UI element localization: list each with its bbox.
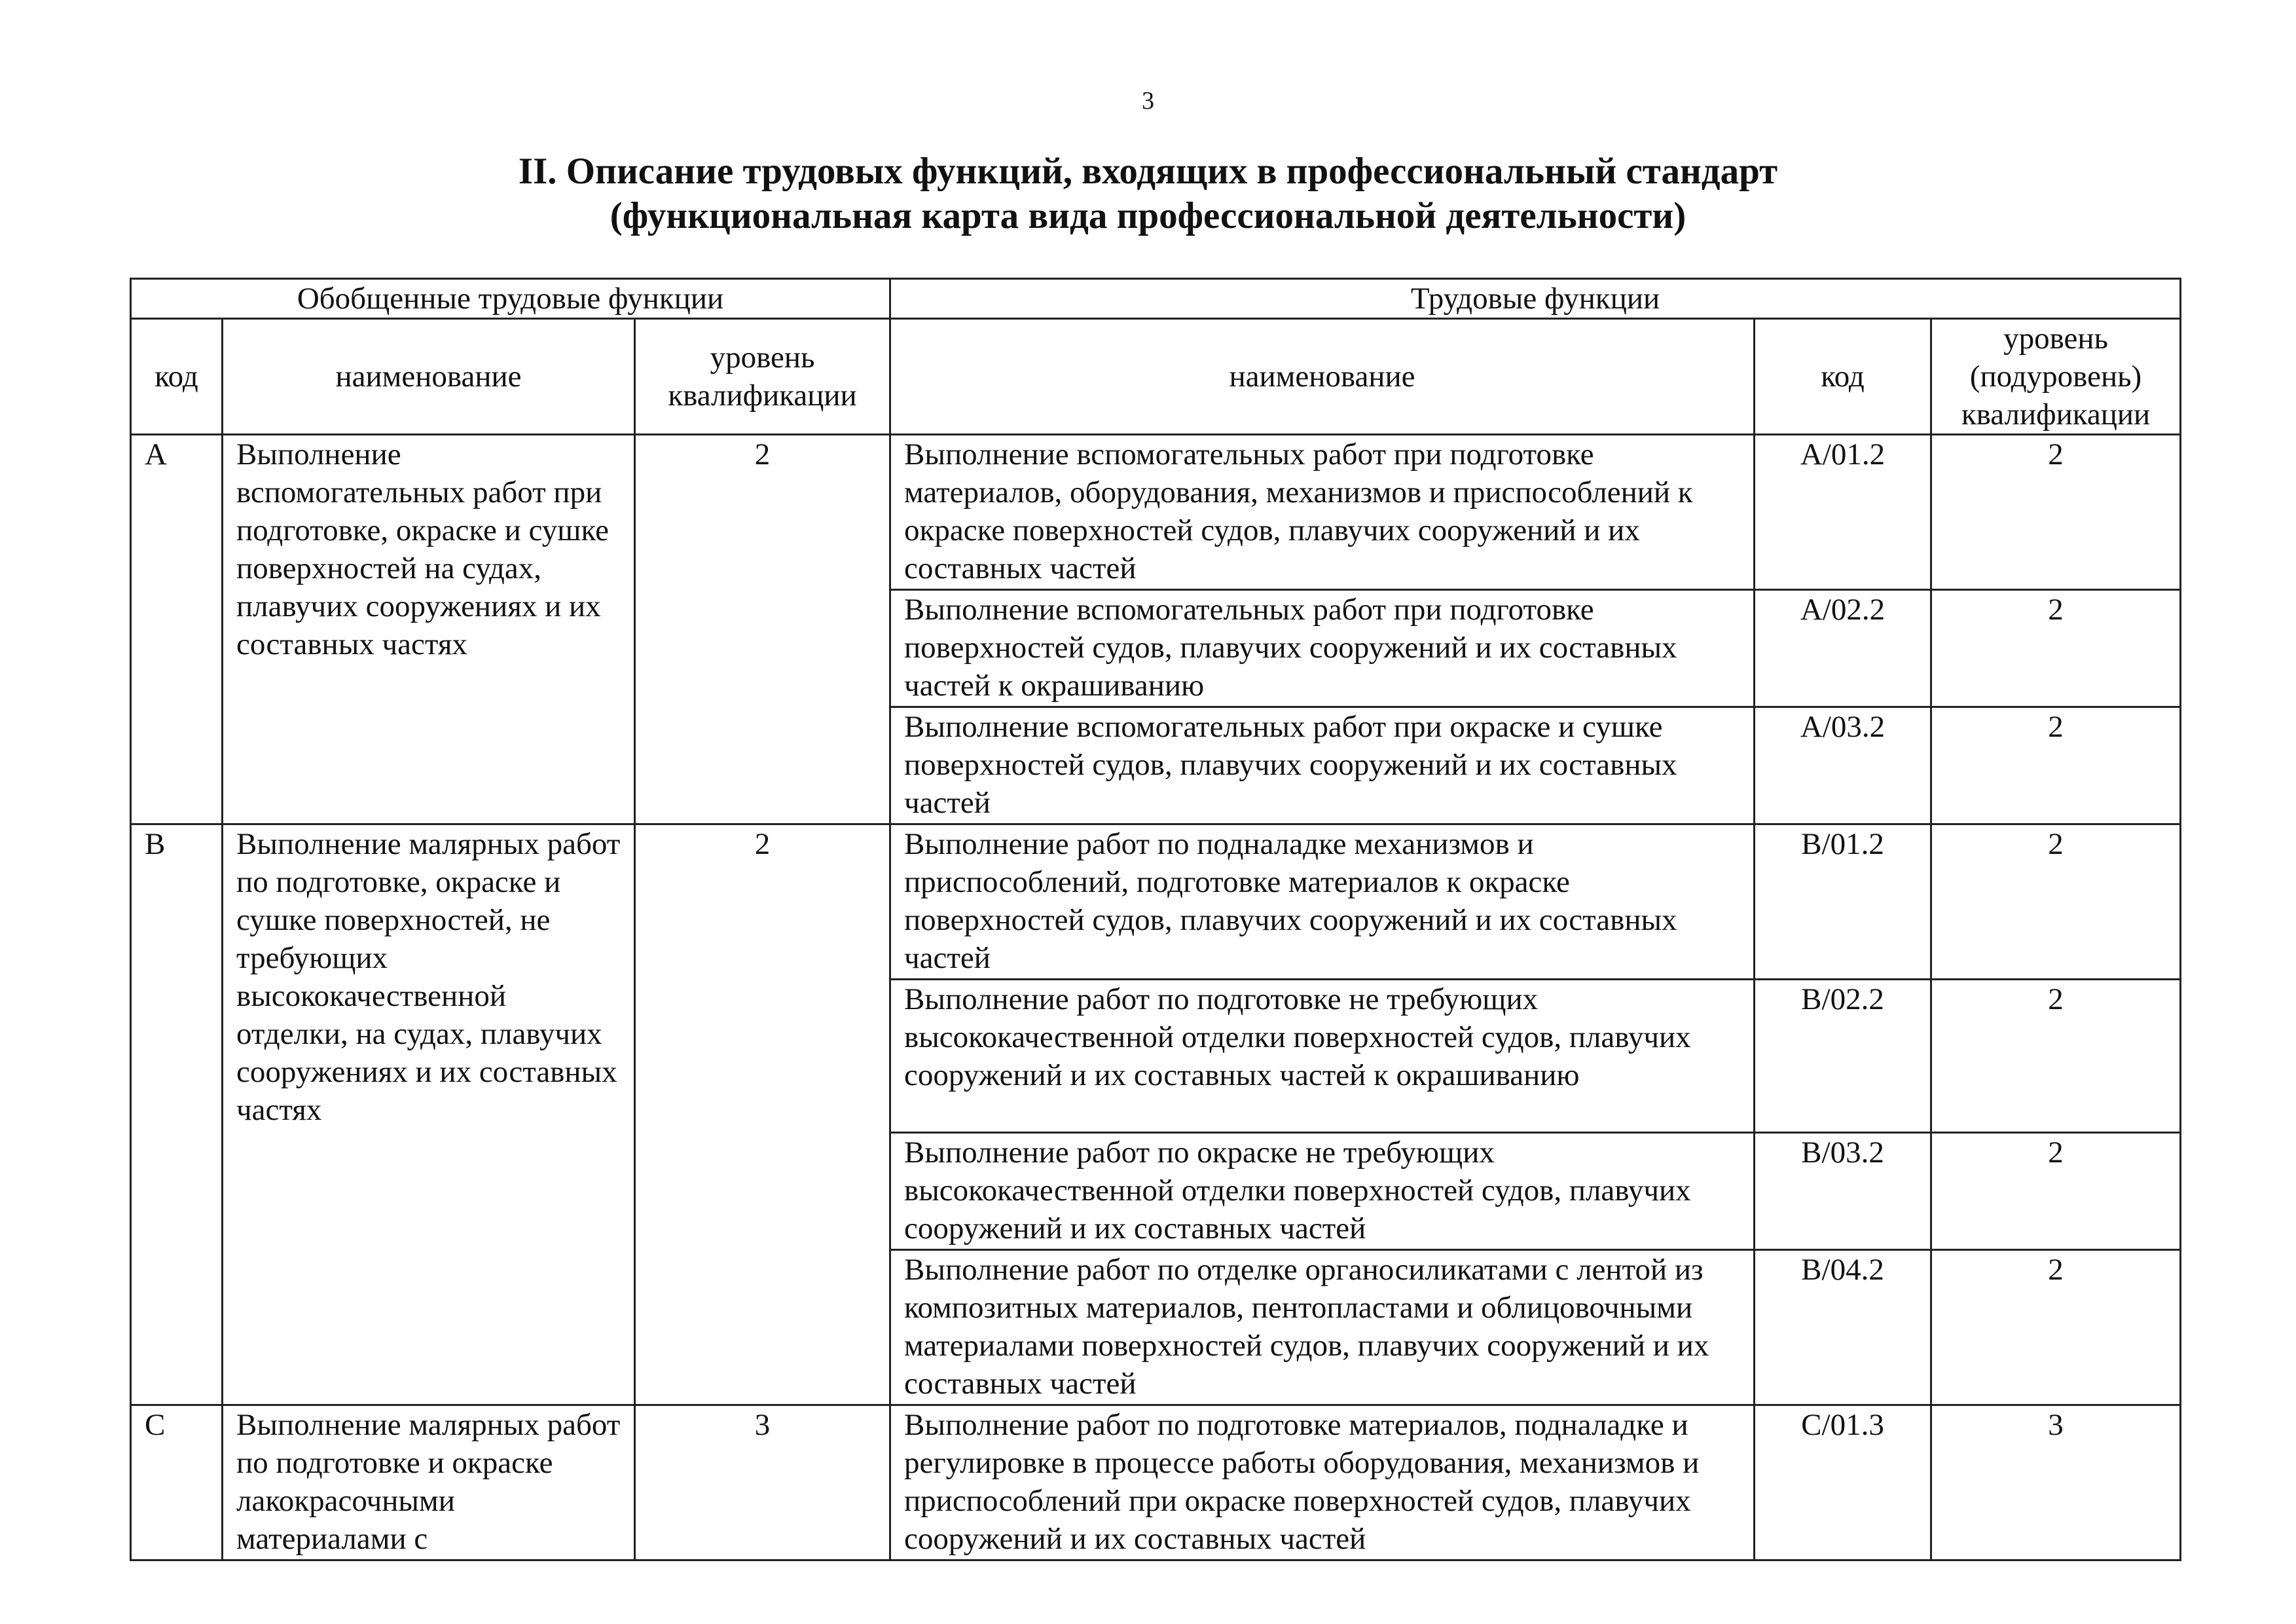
- labor-function-level: 2: [1931, 707, 2181, 824]
- labor-function-name: Выполнение работ по окраске не требующих высококачественной отделки поверхностей судов, плавучих сооружений и их составных частей: [890, 1133, 1755, 1250]
- column-header-gen-code: код: [131, 319, 223, 435]
- labor-function-name: Выполнение вспомогательных работ при подготовке поверхностей судов, плавучих сооружений и их составных частей к окрашиванию: [890, 590, 1755, 707]
- labor-function-code: B/04.2: [1755, 1250, 1931, 1405]
- labor-function-name: Выполнение работ по отделке органосиликатами с лентой из композитных материалов, пентопластами и облицовочными материалами поверхностей судов, плавучих сооружений и их составных частей: [890, 1250, 1755, 1405]
- labor-function-code: B/01.2: [1755, 824, 1931, 980]
- gen-function-level: 2: [635, 435, 890, 824]
- labor-function-name: Выполнение вспомогательных работ при подготовке материалов, оборудования, механизмов и приспособлений к окраске поверхностей судов, плавучих сооружений и их составных частей: [890, 435, 1755, 590]
- labor-function-name: Выполнение работ по подналадке механизмов и приспособлений, подготовке материалов к окраске поверхностей судов, плавучих сооружений и их составных частей: [890, 824, 1755, 980]
- labor-function-code: C/01.3: [1755, 1405, 1931, 1560]
- labor-function-code: A/02.2: [1755, 590, 1931, 707]
- gen-function-code: A: [131, 435, 223, 824]
- labor-function-code: B/02.2: [1755, 980, 1931, 1133]
- header-labor-functions: Трудовые функции: [890, 279, 2181, 319]
- gen-function-name: Выполнение малярных работ по подготовке и окраске лакокрасочными материалами с: [223, 1405, 635, 1560]
- labor-function-level: 2: [1931, 1250, 2181, 1405]
- gen-function-code: C: [131, 1405, 223, 1560]
- labor-function-code: B/03.2: [1755, 1133, 1931, 1250]
- labor-function-level: 2: [1931, 824, 2181, 980]
- gen-function-level: 3: [635, 1405, 890, 1560]
- page-title-line-2: (функциональная карта вида профессиональной деятельности): [610, 195, 1686, 236]
- header-generalized-functions: Обобщенные трудовые функции: [131, 279, 890, 319]
- labor-function-level: 2: [1931, 980, 2181, 1133]
- column-header-gen-level: уровень квалификации: [635, 319, 890, 435]
- table-row: [131, 824, 2181, 980]
- column-header-func-level: уровень (подуровень) квалификации: [1931, 319, 2181, 435]
- labor-function-name: Выполнение вспомогательных работ при окраске и сушке поверхностей судов, плавучих сооружений и их составных частей: [890, 707, 1755, 824]
- labor-function-code: A/01.2: [1755, 435, 1931, 590]
- gen-function-level: 2: [635, 824, 890, 1405]
- column-header-func-code: код: [1755, 319, 1931, 435]
- page-number: 3: [1142, 87, 1154, 115]
- column-header-func-name: наименование: [890, 319, 1755, 435]
- functional-map-table: [130, 278, 2181, 1561]
- labor-function-name: Выполнение работ по подготовке не требующих высококачественной отделки поверхностей судов, плавучих сооружений и их составных частей к окрашиванию: [890, 980, 1755, 1133]
- labor-function-level: 2: [1931, 435, 2181, 590]
- labor-function-level: 2: [1931, 1133, 2181, 1250]
- gen-function-name: Выполнение вспомогательных работ при подготовке, окраске и сушке поверхностей на судах, плавучих сооружениях и их составных частях: [223, 435, 635, 824]
- column-header-gen-name: наименование: [223, 319, 635, 435]
- labor-function-level: 2: [1931, 590, 2181, 707]
- page-title: [0, 149, 2296, 238]
- page-title-line-1: II. Описание трудовых функций, входящих в профессиональный стандарт: [518, 151, 1778, 192]
- labor-function-name: Выполнение работ по подготовке материалов, подналадке и регулировке в процессе работы оборудования, механизмов и приспособлений при окраске поверхностей судов, плавучих сооружений и их составных частей: [890, 1405, 1755, 1560]
- labor-function-code: A/03.2: [1755, 707, 1931, 824]
- labor-function-level: 3: [1931, 1405, 2181, 1560]
- table-row: [131, 435, 2181, 590]
- gen-function-name: Выполнение малярных работ по подготовке, окраске и сушке поверхностей, не требующих высококачественной отделки, на судах, плавучих сооружениях и их составных частях: [223, 824, 635, 1405]
- table-row: [131, 1405, 2181, 1560]
- gen-function-code: B: [131, 824, 223, 1405]
